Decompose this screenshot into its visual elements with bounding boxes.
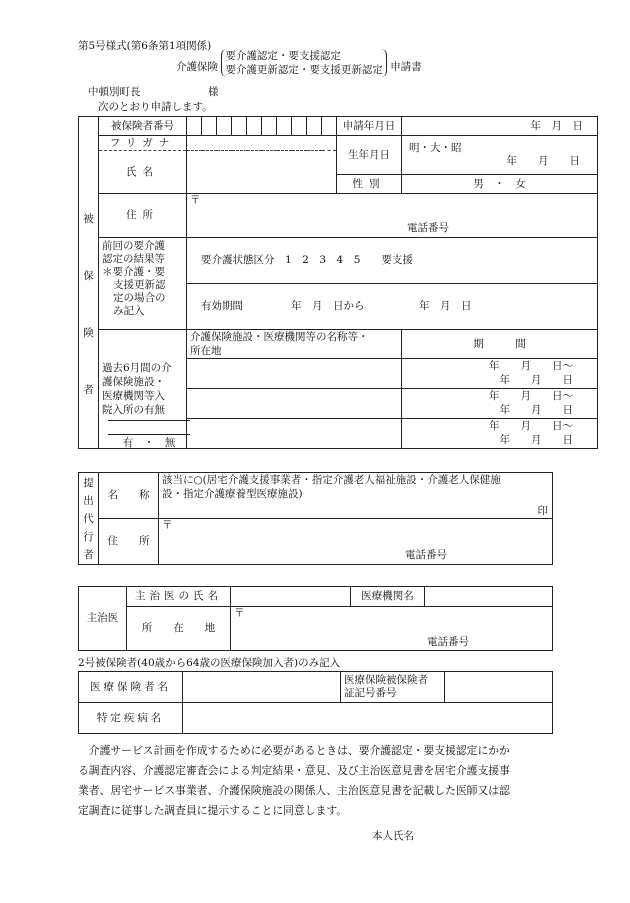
period-end-3[interactable]: 年 月 日 [402, 434, 598, 449]
second-insured-note: 2号被保険者(40歳から64歳の医療保険加入者)のみ記入 [78, 657, 341, 669]
period-start-2[interactable]: 年 月 日〜 [402, 389, 598, 404]
title-option-1: 要介護認定・要支援認定 [225, 50, 341, 62]
sex-label: 性別 [337, 175, 402, 194]
insured-number-digit[interactable] [232, 117, 247, 136]
period-start-1[interactable]: 年 月 日〜 [402, 359, 598, 374]
addressee-suffix: 様 [208, 86, 219, 98]
agent-name-field[interactable] [159, 473, 553, 519]
intro-text: 次のとおり申請します。 [98, 101, 213, 113]
valid-period-field[interactable] [187, 284, 598, 330]
insured-number-digit[interactable] [217, 117, 232, 136]
agent-address-label: 住 所 [99, 519, 159, 565]
form-title [176, 49, 422, 81]
phone-label: 電話番号 [407, 222, 449, 234]
birth-date-fields: 年 月 日 [506, 155, 580, 167]
insurer-field[interactable] [183, 672, 341, 703]
agent-type-note-2: 設・指定介護療養型医療施設) [162, 488, 303, 500]
agent-address-field[interactable] [159, 519, 553, 565]
insured-number-digit[interactable] [202, 117, 217, 136]
facility-header: 介護保険施設・医療機関等の名称等・ 所在地 [187, 330, 402, 359]
birth-date-value[interactable] [402, 136, 598, 175]
disease-field[interactable] [183, 703, 553, 734]
period-end-1[interactable]: 年 月 日 [402, 374, 598, 389]
addressee: 中頓別町長 [88, 86, 141, 98]
doctor-section-label: 主治医 [79, 587, 127, 651]
furigana-label: フリガナ [99, 136, 187, 151]
facility-entry-2[interactable] [187, 389, 402, 419]
insured-number-digit[interactable] [292, 117, 307, 136]
insured-number-digit[interactable] [262, 117, 277, 136]
institution-field[interactable] [425, 587, 553, 607]
insured-number-digit[interactable] [277, 117, 292, 136]
doctor-phone-label: 電話番号 [427, 636, 469, 648]
insured-table [78, 116, 598, 449]
birth-date-label: 生年月日 [337, 136, 402, 175]
divider [108, 420, 190, 421]
form-number: 第5号様式(第6条第1項関係) [78, 40, 212, 52]
cert-number-label: 医療保険被保険者 証記号番号 [341, 672, 445, 703]
period-start-3[interactable]: 年 月 日〜 [402, 419, 598, 434]
agent-name-label: 名 称 [99, 473, 159, 519]
insurer-label: 医療保険者名 [79, 672, 183, 703]
facility-entry-1[interactable] [187, 359, 402, 389]
doctor-name-field[interactable] [231, 587, 351, 607]
cert-number-field[interactable] [445, 672, 553, 703]
past-facility-yesno [108, 434, 190, 450]
valid-from: 年 月 日から [291, 300, 365, 312]
postal-mark: 〒 [190, 194, 201, 206]
valid-to: 年 月 日 [419, 300, 472, 312]
past-facility-label: 過去6月間の介 護保険施設・ 医療機関等入 院入所の有無 [99, 330, 187, 449]
agent-type-note-1: 該当に○(居宅介護支援事業者・指定介護老人福祉施設・介護老人保健施 [162, 474, 501, 486]
doctor-address-field[interactable] [231, 607, 553, 651]
doctor-name-label: 主治医の氏名 [127, 587, 231, 607]
signature-label: 本人氏名 [372, 830, 414, 842]
second-insured-table [78, 671, 553, 734]
sex-value[interactable]: 男 ・ 女 [402, 175, 598, 194]
period-header: 期 間 [402, 330, 598, 359]
care-level-field[interactable]: 要介護状態区分 1 2 3 4 5 要支援 [187, 238, 598, 284]
agent-section-label: 提 出 代 行 者 [79, 473, 99, 565]
agent-phone-label: 電話番号 [405, 549, 447, 561]
insured-number-digit[interactable] [247, 117, 262, 136]
doctor-table [78, 586, 553, 651]
name-field[interactable] [187, 151, 337, 194]
application-date-value[interactable]: 年 月 日 [402, 117, 598, 136]
institution-label: 医療機関名 [351, 587, 425, 607]
doctor-postal-mark: 〒 [234, 607, 245, 619]
agent-postal-mark: 〒 [162, 519, 173, 531]
insured-number-label: 被保険者番号 [99, 117, 187, 136]
title-prefix: 介護保険 [176, 60, 218, 73]
insured-number-digit[interactable] [322, 117, 337, 136]
yesno-choice[interactable]: 有 ・ 無 [122, 437, 176, 449]
insured-section-label: 被 保 険 者 [79, 117, 99, 449]
agent-table [78, 472, 553, 565]
title-option-2: 要介護更新認定・要支援更新認定 [225, 64, 383, 76]
previous-result-label: 前回の要介護 認定の結果等 ＊要介護・要 支援更新認 定の場合の み記入 [99, 238, 187, 330]
doctor-address-label: 所 在 地 [127, 607, 231, 651]
facility-entry-3[interactable] [187, 419, 402, 449]
seal-mark: 印 [537, 505, 548, 517]
address-label: 住所 [99, 194, 187, 238]
furigana-field[interactable] [187, 136, 337, 151]
valid-period-label: 有効期間 [201, 300, 243, 312]
title-suffix: 申請書 [390, 60, 422, 73]
address-field[interactable] [187, 194, 598, 238]
insured-number-digit[interactable] [307, 117, 322, 136]
consent-text: 介護サービス計画を作成するために必要があるときは、要介護認定・要支援認定にかか る調査内容、介護認定審査会による判定結果・意見、及び主治医意見書を居宅介護支援事 業者、居宅サービス事業者、介護保険施設の関係人、主治医意見書を記載した医師又は認 定調査に従事した調査員に提示することに同意します。 [78, 744, 510, 817]
birth-era: 明・大・昭 [409, 142, 462, 154]
insured-number-digit[interactable] [187, 117, 202, 136]
application-date-label: 申請年月日 [337, 117, 402, 136]
name-label: 氏名 [99, 151, 187, 194]
disease-label: 特定疾病名 [79, 703, 183, 734]
period-end-2[interactable]: 年 月 日 [402, 404, 598, 419]
